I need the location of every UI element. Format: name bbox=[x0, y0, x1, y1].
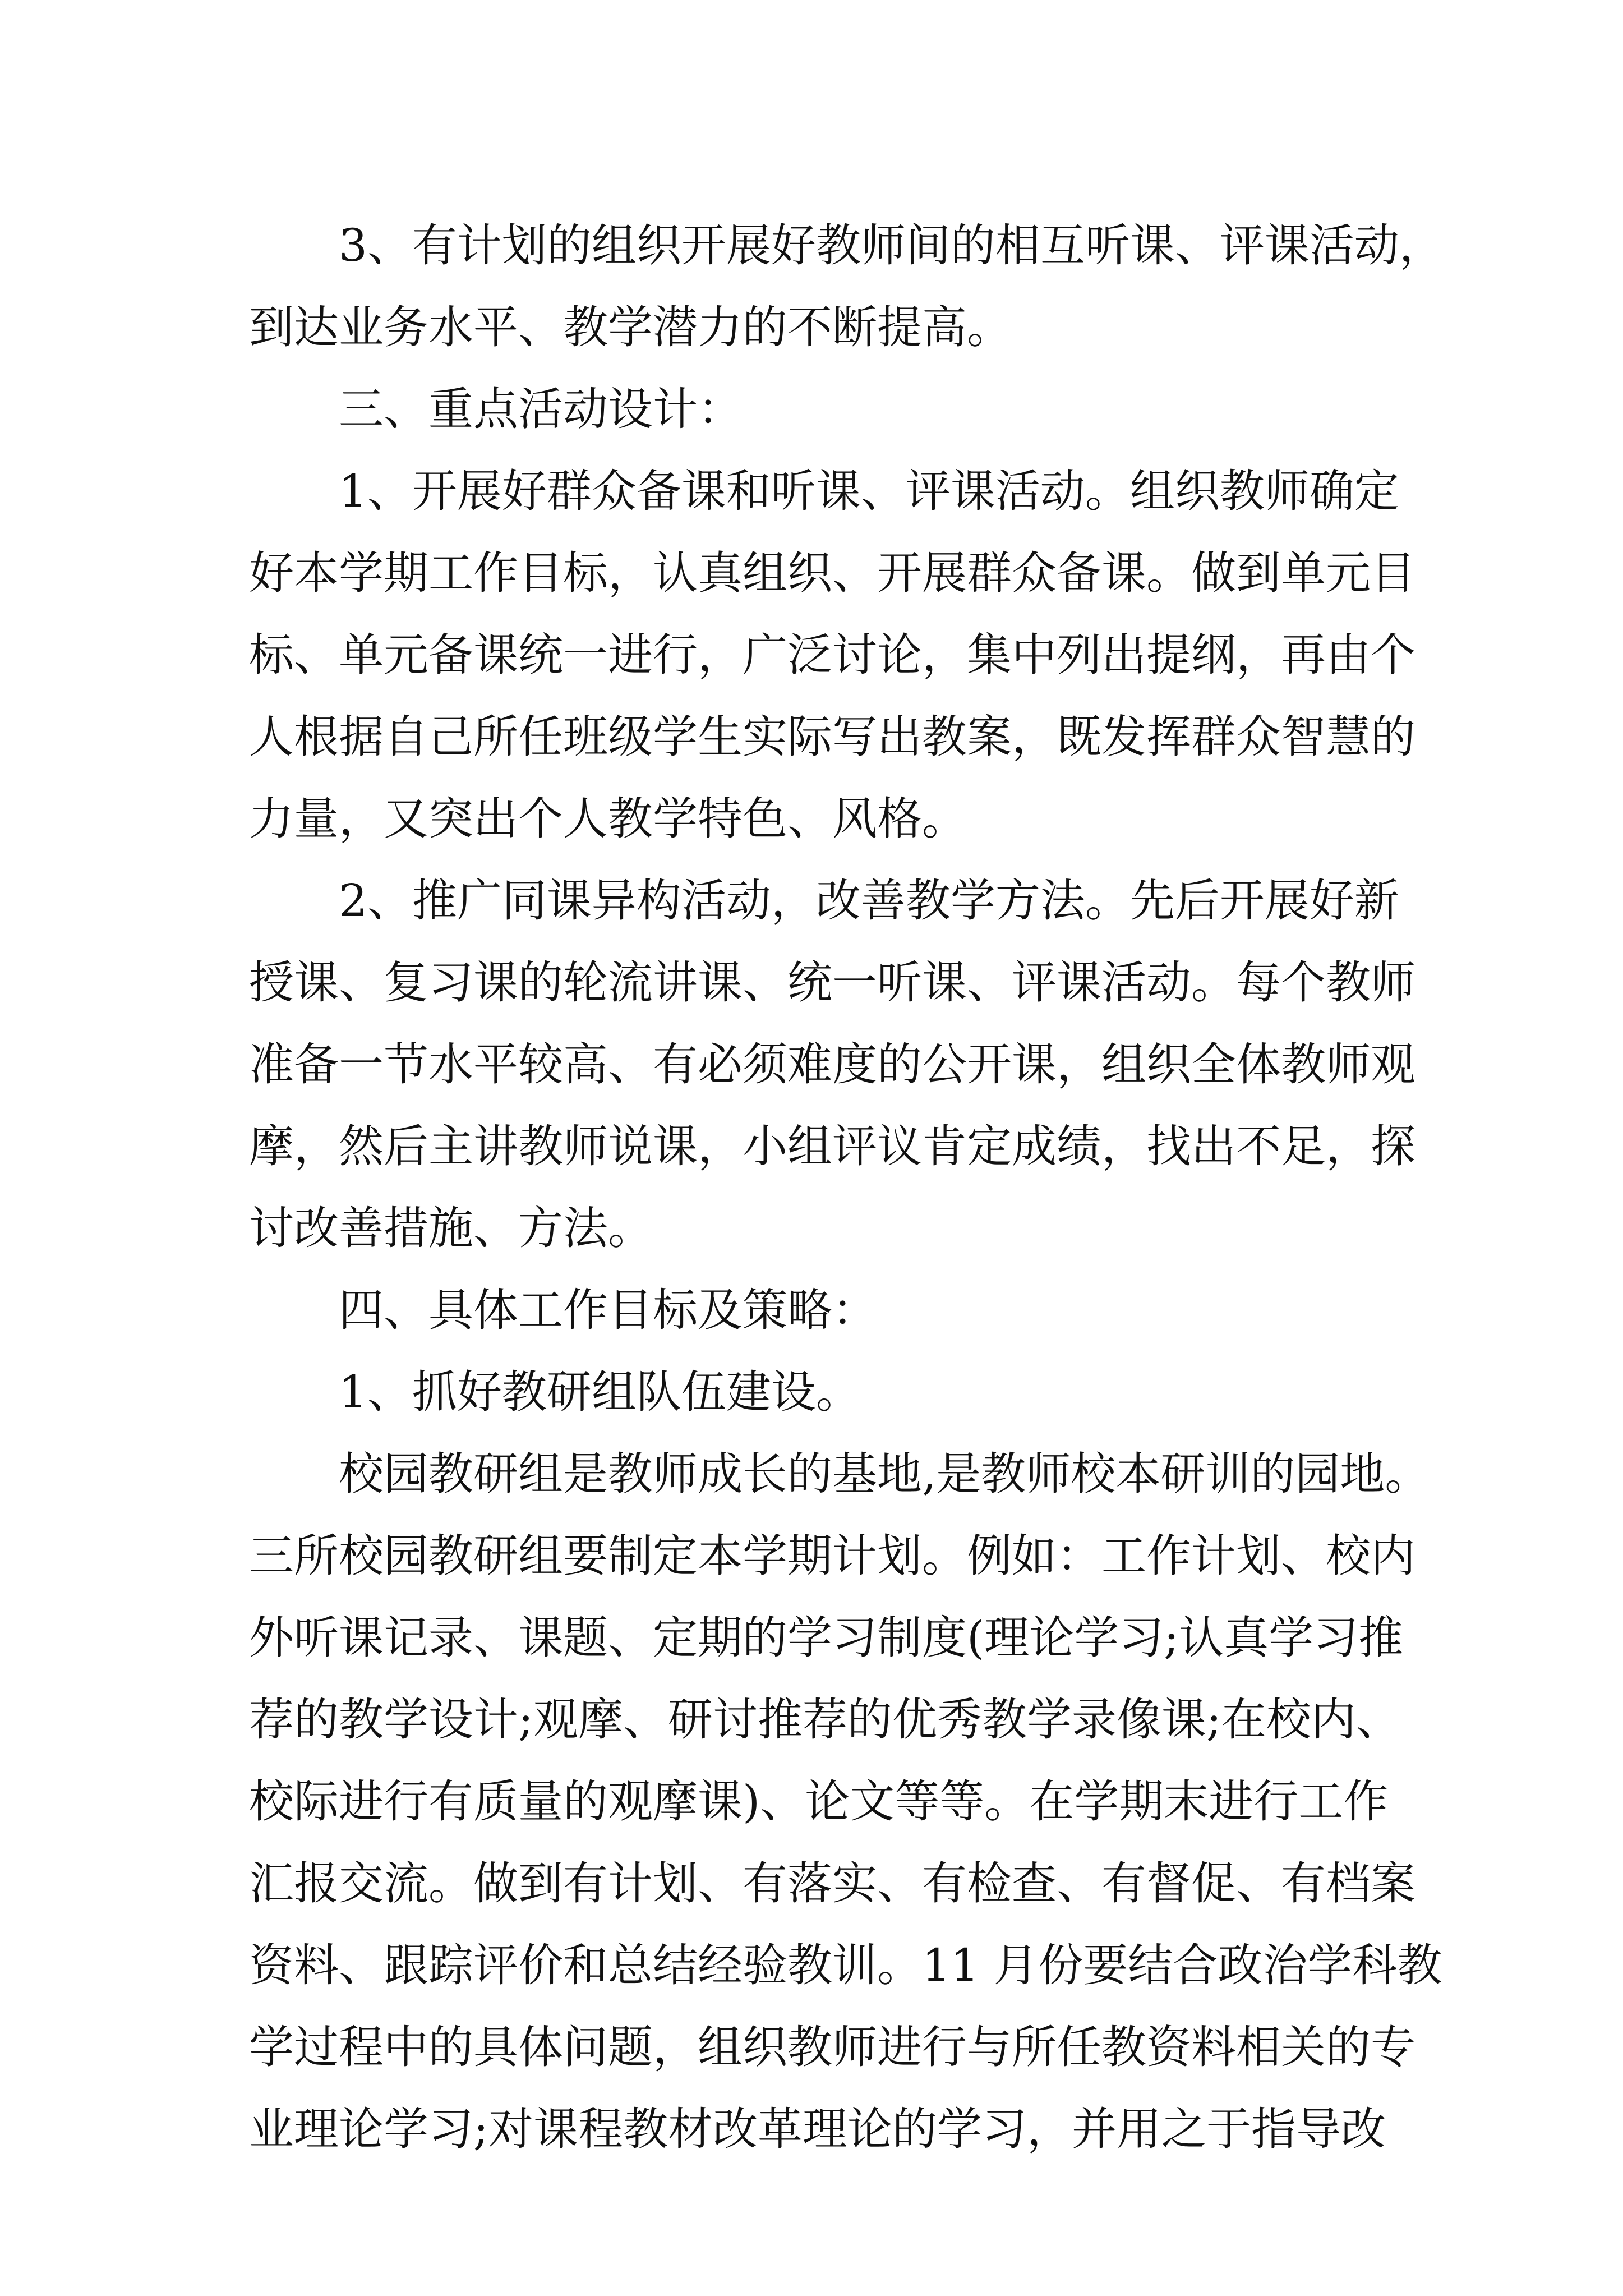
text-line: 业理论学习;对课程教材改革理论的学习，并用之于指导改 bbox=[249, 2103, 1386, 2155]
paragraph bbox=[249, 450, 1415, 860]
text-line: 1、抓好教研组队伍建设。 bbox=[339, 1366, 861, 1418]
text-line: 3、有计划的组织开展好教师间的相互听课、评课活动， bbox=[339, 219, 1444, 272]
text-line: 标、单元备课统一进行，广泛讨论，集中列出提纲，再由个 bbox=[249, 629, 1415, 681]
text-line: 三、重点活动设计： bbox=[339, 383, 743, 435]
text-line: 讨改善措施、方法。 bbox=[249, 1202, 653, 1254]
text-line: 好本学期工作目标，认真组织、开展群众备课。做到单元目 bbox=[249, 547, 1415, 599]
document-body bbox=[249, 205, 1444, 2170]
paragraph bbox=[249, 860, 1415, 1269]
paragraph bbox=[249, 205, 1444, 369]
text-line: 外听课记录、课题、定期的学习制度(理论学习;认真学习推 bbox=[249, 1612, 1404, 1664]
section-heading bbox=[249, 369, 1382, 450]
text-line: 学过程中的具体问题，组织教师进行与所任教资料相关的专 bbox=[249, 2021, 1415, 2073]
section-heading bbox=[249, 1269, 1382, 1351]
text-line: 三所校园教研组要制定本学期计划。例如：工作计划、校内 bbox=[249, 1530, 1415, 1582]
text-line: 力量，又突出个人教学特色、风格。 bbox=[249, 793, 967, 845]
text-line: 资料、跟踪评价和总结经验教训。11 月份要结合政治学科教 bbox=[249, 1939, 1442, 1991]
text-line: 校际进行有质量的观摩课)、论文等等。在学期末进行工作 bbox=[249, 1775, 1389, 1828]
text-line: 2、推广同课异构活动，改善教学方法。先后开展好新 bbox=[339, 875, 1399, 927]
text-line: 1、开展好群众备课和听课、评课活动。组织教师确定 bbox=[339, 465, 1399, 517]
text-line: 校园教研组是教师成长的基地,是教师校本研训的园地。 bbox=[339, 1448, 1430, 1500]
text-line: 汇报交流。做到有计划、有落实、有检查、有督促、有档案 bbox=[249, 1857, 1415, 1910]
text-line: 四、具体工作目标及策略： bbox=[339, 1284, 877, 1336]
text-line: 到达业务水平、教学潜力的不断提高。 bbox=[249, 301, 1012, 353]
text-line: 准备一节水平较高、有必须难度的公开课，组织全体教师观 bbox=[249, 1038, 1415, 1091]
text-line: 人根据自己所任班级学生实际写出教案，既发挥群众智慧的 bbox=[249, 711, 1415, 763]
text-line: 荐的教学设计;观摩、研讨推荐的优秀教学录像课;在校内、 bbox=[249, 1694, 1401, 1746]
text-line: 摩，然后主讲教师说课，小组评议肯定成绩，找出不足，探 bbox=[249, 1120, 1415, 1172]
paragraph bbox=[249, 1433, 1442, 2170]
subsection-heading bbox=[249, 1351, 1382, 1433]
text-line: 授课、复习课的轮流讲课、统一听课、评课活动。每个教师 bbox=[249, 956, 1415, 1009]
